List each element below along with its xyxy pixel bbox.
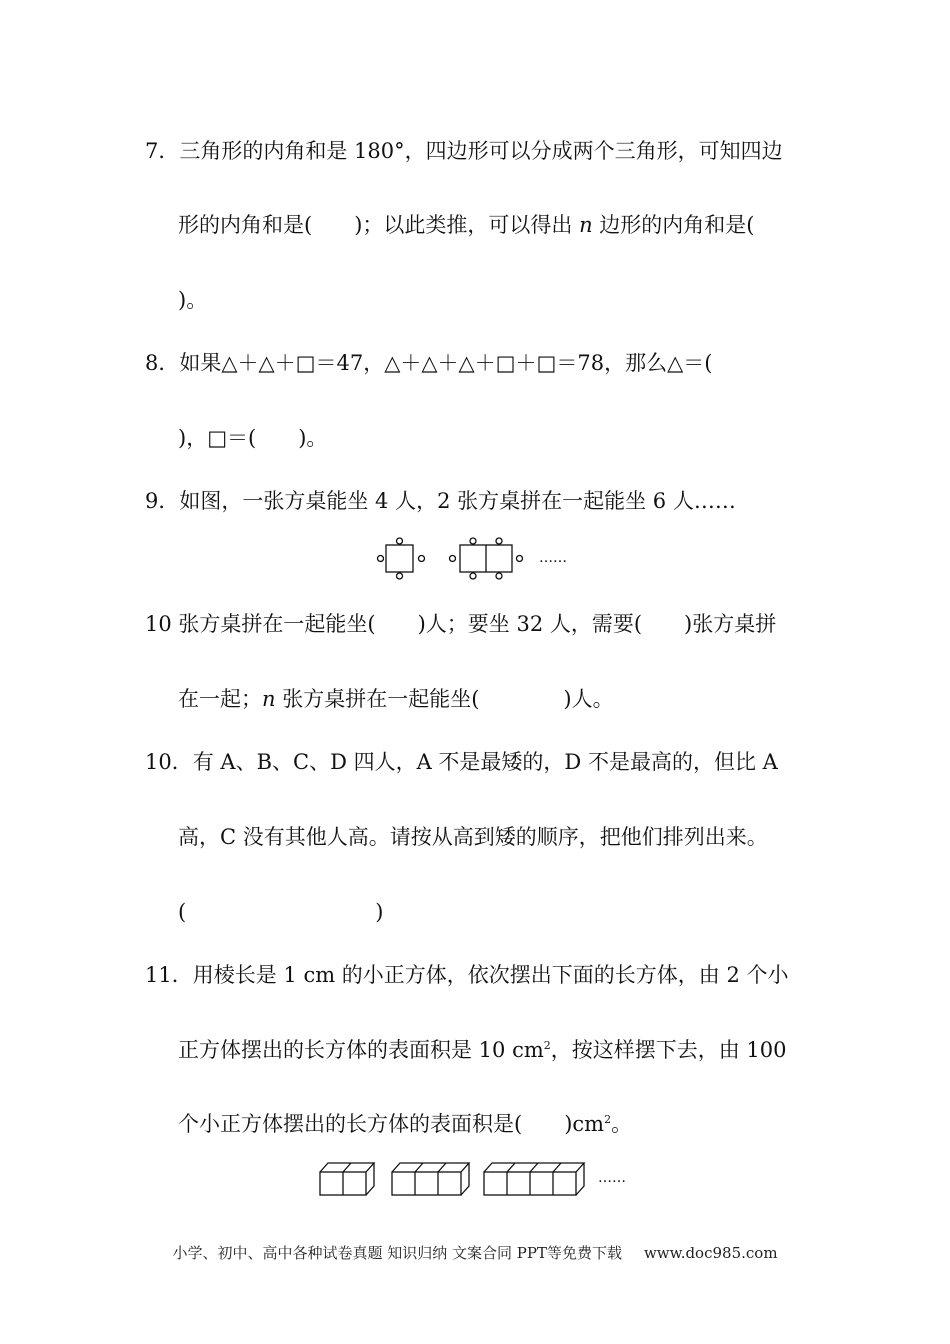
q9-line-1 — [145, 487, 736, 515]
q10-answer-blank: ( ) — [178, 900, 384, 924]
q7-number: 7． — [145, 139, 180, 163]
seat — [470, 538, 476, 544]
q11-text-1: 用棱长是 1 cm 的小正方体，依次摆出下面的长方体，由 2 个小 — [192, 963, 789, 987]
q10-line-1 — [145, 748, 778, 776]
seat — [496, 573, 502, 579]
q9-text-3a: 在一起； — [178, 687, 262, 711]
figure-ellipsis: …… — [598, 1170, 626, 1186]
q11-line-2 — [178, 1036, 787, 1064]
q11-text-2b: ，按这样摆下去，由 100 — [550, 1038, 787, 1062]
q11-superscript-2a: 2 — [543, 1039, 551, 1052]
single-table — [386, 545, 413, 572]
q8-line-1 — [145, 349, 712, 377]
figure-ellipsis: …… — [539, 550, 567, 566]
q11-line-3 — [178, 1110, 632, 1138]
cuboid-3-cubes — [392, 1163, 469, 1195]
q11-text-3b: 。 — [611, 1112, 633, 1136]
q7-variable-n: n — [579, 213, 593, 237]
q11-text-2a: 正方体摆出的长方体的表面积是 10 cm — [178, 1038, 544, 1062]
seat — [470, 573, 476, 579]
q11-line-1 — [145, 961, 789, 989]
seat — [450, 556, 456, 562]
q9-text-3b: 张方桌拼在一起能坐( )人。 — [275, 687, 614, 711]
q7-text-2a: 形的内角和是( )；以此类推，可以得出 — [178, 213, 580, 237]
seat — [496, 538, 502, 544]
seat — [397, 573, 403, 579]
cuboid-figure — [318, 1158, 648, 1200]
seat — [419, 556, 425, 562]
q10-text-1: 有 A、B、C、D 四人，A 不是最矮的，D 不是最高的，但比 A — [192, 750, 778, 774]
q9-number: 9． — [145, 489, 180, 513]
seat — [378, 556, 384, 562]
footer-text: 小学、初中、高中各种试卷真题 知识归纳 文案合同 PPT等免费下载 — [172, 1244, 622, 1262]
footer-website: www.doc985.com — [643, 1244, 778, 1262]
q11-text-3a: 个小正方体摆出的长方体的表面积是( )cm — [178, 1112, 605, 1136]
q9-line-2: 10 张方桌拼在一起能坐( )人；要坐 32 人，需要( )张方桌拼 — [145, 612, 777, 636]
q9-variable-n: n — [262, 687, 276, 711]
q8-text-1: 如果△＋△＋□＝47，△＋△＋△＋□＋□＝78，那么△＝( — [179, 351, 713, 375]
q11-number: 11． — [145, 963, 193, 987]
cuboid-4-cubes — [484, 1163, 584, 1195]
q10-number: 10． — [145, 750, 193, 774]
page-footer — [0, 1243, 950, 1263]
q10-line-2: 高，C 没有其他人高。请按从高到矮的顺序，把他们排列出来。 — [178, 825, 768, 849]
seat — [397, 538, 403, 544]
table-seating-figure — [372, 535, 622, 585]
q7-line-1 — [145, 137, 783, 165]
seat — [517, 556, 523, 562]
q7-text-2b: 边形的内角和是( — [592, 213, 755, 237]
cuboid-2-cubes — [320, 1163, 374, 1195]
q8-number: 8． — [145, 351, 180, 375]
q9-line-3 — [178, 685, 614, 713]
q8-line-2: )，□＝( )。 — [178, 426, 328, 450]
q11-superscript-3: 2 — [604, 1113, 612, 1126]
q7-line-3: )。 — [178, 288, 208, 312]
q7-line-2 — [178, 211, 754, 239]
q7-text-1: 三角形的内角和是 180°，四边形可以分成两个三角形，可知四边 — [179, 139, 783, 163]
q9-text-1: 如图，一张方桌能坐 4 人，2 张方桌拼在一起能坐 6 人…… — [179, 489, 736, 513]
